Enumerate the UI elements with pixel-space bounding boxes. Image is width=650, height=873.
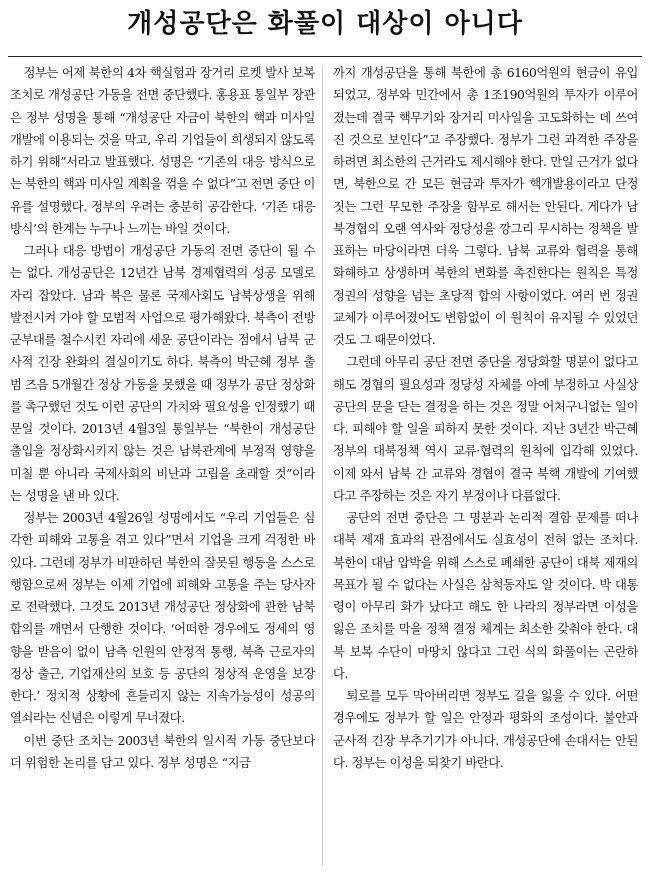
paragraph: 퇴로를 모두 막아버리면 정부도 길을 잃을 수 있다. 어떤 경우에도 정부가 할 일은 안정과 평화의 조성이다. 불안과 군사적 긴장 부추기기가 아니다. 개성공단에 손대서는 안된다. 정부는 이성을 되찾기 바란다. — [333, 689, 638, 770]
paragraph: 정부는 어제 북한의 4차 핵실험과 장거리 로켓 발사 보복 조치로 개성공단 가동을 전면 중단했다. 홍용표 통일부 장관은 정부 성명을 통해 “개성공단 자금이 북한의 핵과 미사일 개발에 이용되는 것을 막고, 우리 기업들이 희생되지 않도록 하기 위해”서라고 발표했다. 성명은 “기존의 대응 방식으로는 북한의 핵과 미사일 계획을 꺾을 수 없다”고 전면 중단 이유를 설명했다. 정부의 우려는 충분히 공감한다. ‘기존 대응 방식’의 한계는 누구나 느끼는 바일 것이다. — [10, 66, 315, 236]
article-right-column — [333, 62, 638, 774]
paragraph: 그러나 대응 방법이 개성공단 가동의 전면 중단이 될 수는 없다. 개성공단은 12년간 남북 경제협력의 성공 모델로 자리 잡았다. 남과 북은 물론 국제사회도 남북상생을 위해 발전시켜 가야 할 모범적 사업으로 평가해왔다. 북측이 전방 군부대를 철수시킨 자리에 세운 공단이라는 점에서 남북 군사적 긴장 완화의 결실이기도 하다. 북측이 박근혜 정부 출범 즈음 5개월간 정상 가동을 못했을 때 정부가 공단 정상화를 촉구했던 것도 이런 공단의 가치와 필요성을 인정했기 때문일 것이다. 2013년 4월3일 통일부는 “북한이 개성공단 출입을 정상화시키지 않는 것은 남북관계에 부정적 영향을 미칠 뿐 아니라 국제사회의 비난과 고립을 초래할 것”이라는 성명을 낸 바 있다. — [10, 244, 315, 503]
paragraph: 그런데 아무리 공단 전면 중단을 정당화할 명분이 없다고 해도 경협의 필요성과 정당성 자체를 아예 부정하고 사실상 공단의 문을 닫는 결정을 하는 것은 정말 어처구니없는 일이다. 피해야 할 일을 피하지 못한 것이다. 지난 3년간 박근혜 정부의 대북정책 역시 교류·협력의 원칙에 입각해 있었다. 이제 와서 남북 간 교류와 경협이 결국 북핵 개발에 기여했다고 주장하는 것은 자기 부정이나 다름없다. — [333, 355, 638, 503]
paragraph: 이번 중단 조치는 2003년 북한의 일시적 가동 중단보다 더 위험한 논리를 담고 있다. 정부 성명은 “지금 — [10, 733, 315, 770]
paragraph: 정부는 2003년 4월26일 성명에서도 “우리 기업들은 심각한 피해와 고통을 겪고 있다”면서 기업을 크게 걱정한 바 있다. 그런데 정부가 비판하던 북한의 잘못된 행동을 스스로 행함으로써 정부는 이제 기업에 피해와 고통을 주는 당사자로 전락했다. 그것도 2013년 개성공단 정상화에 관한 남북 합의를 깨면서 단행한 것이다. ‘어떠한 경우에도 정세의 영향을 받음이 없이 남측 인원의 안정적 통행, 북측 근로자의 정상 출근, 기업재산의 보호 등 공단의 정상적 운영을 보장한다.’ 정치적 상황에 흔들리지 않는 지속가능성이 성공의 열쇠라는 신념은 이렇게 무너졌다. — [10, 511, 315, 726]
article-left-column — [10, 62, 315, 774]
column-divider — [322, 66, 323, 866]
headline-rule — [8, 56, 642, 57]
paragraph: 공단의 전면 중단은 그 명분과 논리적 결함 문제를 떠나 대북 제재 효과의 관점에서도 실효성이 전혀 없는 조치다. 북한이 대남 압박을 위해 스스로 폐쇄한 공단이 대북 제재의 목표가 될 수 없다는 사실은 삼척동자도 알 것이다. 박 대통령이 아무리 화가 났다고 해도 한 나라의 정부라면 이성을 잃은 조치를 막을 정책 결정 체계는 최소한 갖춰야 한다. 대북 보복 수단이 마땅치 않다고 그런 식의 화풀이는 곤란하다. — [333, 511, 638, 681]
editorial-headline: 개성공단은 화풀이 대상이 아니다 — [127, 9, 523, 39]
paragraph-continued: 까지 개성공단을 통해 북한에 총 6160억원의 현금이 유입되었고, 정부와 민간에서 총 1조190억원의 투자가 이루어졌는데 결국 핵무기와 장거리 미사일을 고도화하는 데 쓰여진 것으로 보인다”고 주장했다. 정부가 그런 과격한 주장을 하려면 최소한의 근거라도 제시해야 한다. 만일 근거가 없다면, 북한으로 간 모든 현금과 투자가 핵개발용이라고 단정 짓는 그런 무모한 주장을 함부로 해서는 안된다. 게다가 남북경협의 오랜 역사와 정당성을 깡그리 무시하는 정책을 발표하는 마당이라면 더욱 그렇다. 남북 교류와 협력을 통해 화해하고 상생하며 북한의 변화를 촉진한다는 원칙은 특정 정권의 성향을 넘는 초당적 합의 사항이었다. 여러 번 정권 교체가 이루어졌어도 변함없이 이 원칙이 유지될 수 있었던 것도 그 때문이었다. — [333, 66, 638, 347]
